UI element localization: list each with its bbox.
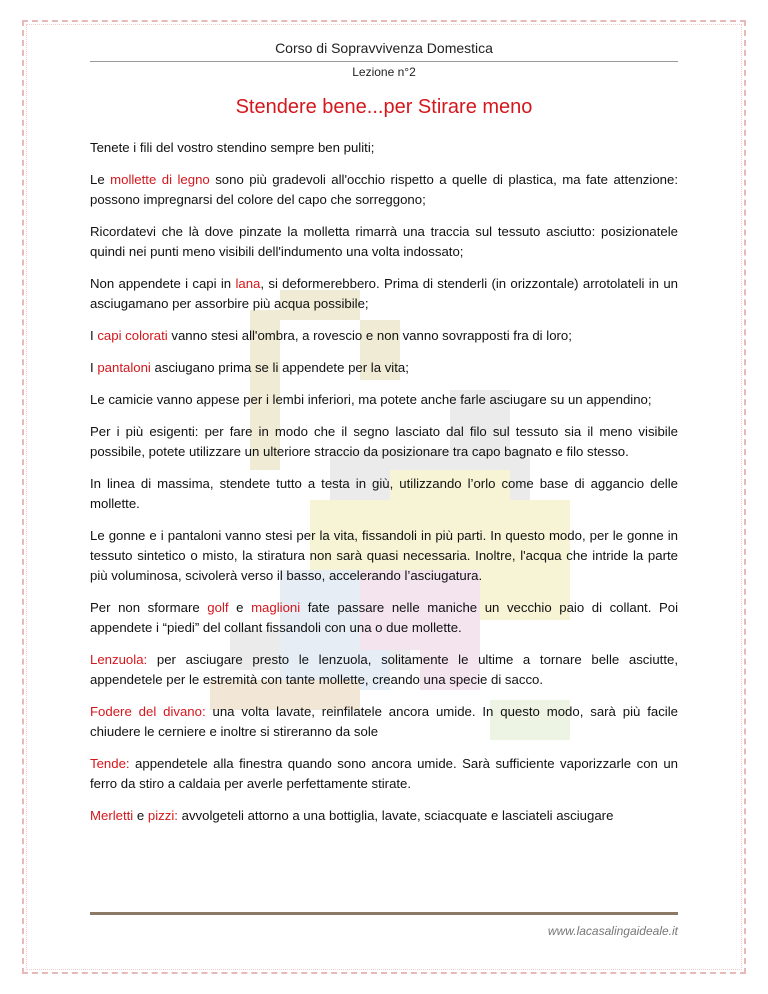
footer-website: www.lacasalingaideale.it <box>547 924 678 938</box>
highlighted-term: golf <box>207 600 229 615</box>
paragraph <box>90 170 678 210</box>
paragraph <box>90 222 678 262</box>
paragraph <box>90 326 678 346</box>
paragraph-text: , si deformerebbero. Prima di stenderli (in orizzontale) arrotolateli in un asciugamano per assorbire più acqua possibile; <box>90 276 678 311</box>
highlighted-term: pizzi: <box>147 808 178 823</box>
paragraph-text: appendetele alla finestra quando sono ancora umide. Sarà sufficiente vaporizzarle con un ferro da stiro a caldaia per averle perfettamente stirate. <box>90 756 678 791</box>
highlighted-term: mollette di legno <box>110 172 210 187</box>
highlighted-term: Lenzuola: <box>90 652 148 667</box>
document-body <box>90 138 678 838</box>
highlighted-term: maglioni <box>251 600 301 615</box>
paragraph-text: asciugano prima se li appendete per la vita; <box>150 360 409 375</box>
paragraph-text: I <box>90 328 98 343</box>
paragraph-text: per asciugare presto le lenzuola, solitamente le ultime a tornare belle asciutte, appendetele per le estremità con tante mollette, creando una specie di sacco. <box>90 652 678 687</box>
paragraph <box>90 526 678 586</box>
paragraph-text: Tenete i fili del vostro stendino sempre ben puliti; <box>90 140 375 155</box>
highlighted-term: pantaloni <box>97 360 151 375</box>
highlighted-term: lana <box>235 276 261 291</box>
paragraph-text: Le camicie vanno appese per i lembi inferiori, ma potete anche farle asciugare su un appendino; <box>90 392 652 407</box>
paragraph <box>90 754 678 794</box>
paragraph-text: In linea di massima, stendete tutto a testa in giù, utilizzando l’orlo come base di aggancio delle mollette. <box>90 476 678 511</box>
paragraph-text: fate passare nelle maniche un vecchio paio di collant. Poi appendete i “piedi” del collant fissandoli con una o due mollette. <box>90 600 679 635</box>
paragraph <box>90 806 678 826</box>
paragraph <box>90 474 678 514</box>
paragraph-text: Per i più esigenti: per fare in modo che il segno lasciato dal filo sul tessuto sia il meno visibile possibile, potete utilizzare un ulteriore straccio da posizionare tra capo bagnato e filo stesso. <box>90 424 678 459</box>
paragraph <box>90 358 678 378</box>
paragraph <box>90 702 678 742</box>
footer-divider <box>90 912 678 915</box>
paragraph-text: sono più gradevoli all'occhio rispetto a quelle di plastica, ma fate attenzione: possono impregnarsi del colore del capo che sorreggono; <box>90 172 678 207</box>
paragraph <box>90 598 678 638</box>
paragraph-text: vanno stesi all'ombra, a rovescio e non vanno sovrapposti fra di loro; <box>167 328 572 343</box>
highlighted-term: Merletti <box>90 808 134 823</box>
paragraph-text: e <box>133 808 148 823</box>
page-title: Stendere bene...per Stirare meno <box>235 96 533 118</box>
paragraph-text: Le gonne e i pantaloni vanno stesi per la vita, fissandoli in più parti. In questo modo, per le gonne in tessuto sintetico o misto, la stiratura non sarà quasi necessaria. Inoltre, l'acqua che intride la parte più voluminosa, scivolerà verso il basso, accelerando l’asciugatura. <box>90 528 678 583</box>
paragraph <box>90 422 678 462</box>
paragraph <box>90 274 678 314</box>
paragraph-text: Le <box>90 172 111 187</box>
highlighted-term: capi colorati <box>97 328 168 343</box>
paragraph-text: avvolgeteli attorno a una bottiglia, lavate, sciacquate e lasciateli asciugare <box>177 808 614 823</box>
paragraph-text: I <box>90 360 98 375</box>
paragraph-text: e <box>228 600 252 615</box>
paragraph <box>90 650 678 690</box>
paragraph <box>90 390 678 410</box>
paragraph-text: una volta lavate, reinfilatele ancora umide. In questo modo, sarà più facile chiudere le cerniere e inoltre si stireranno da sole <box>90 704 678 739</box>
highlighted-term: Fodere del divano: <box>90 704 206 719</box>
course-title: Corso di Sopravvivenza Domestica <box>275 40 493 56</box>
paragraph-text: Per non sformare <box>90 600 208 615</box>
lesson-number: Lezione n°2 <box>352 65 416 79</box>
paragraph-text: Non appendete i capi in <box>90 276 236 291</box>
highlighted-term: Tende: <box>90 756 130 771</box>
header-divider <box>90 61 678 62</box>
paragraph-text: Ricordatevi che là dove pinzate la molletta rimarrà una traccia sul tessuto asciutto: posizionatele quindi nei punti meno visibili dell'indumento una volta indossato; <box>90 224 678 259</box>
paragraph <box>90 138 678 158</box>
